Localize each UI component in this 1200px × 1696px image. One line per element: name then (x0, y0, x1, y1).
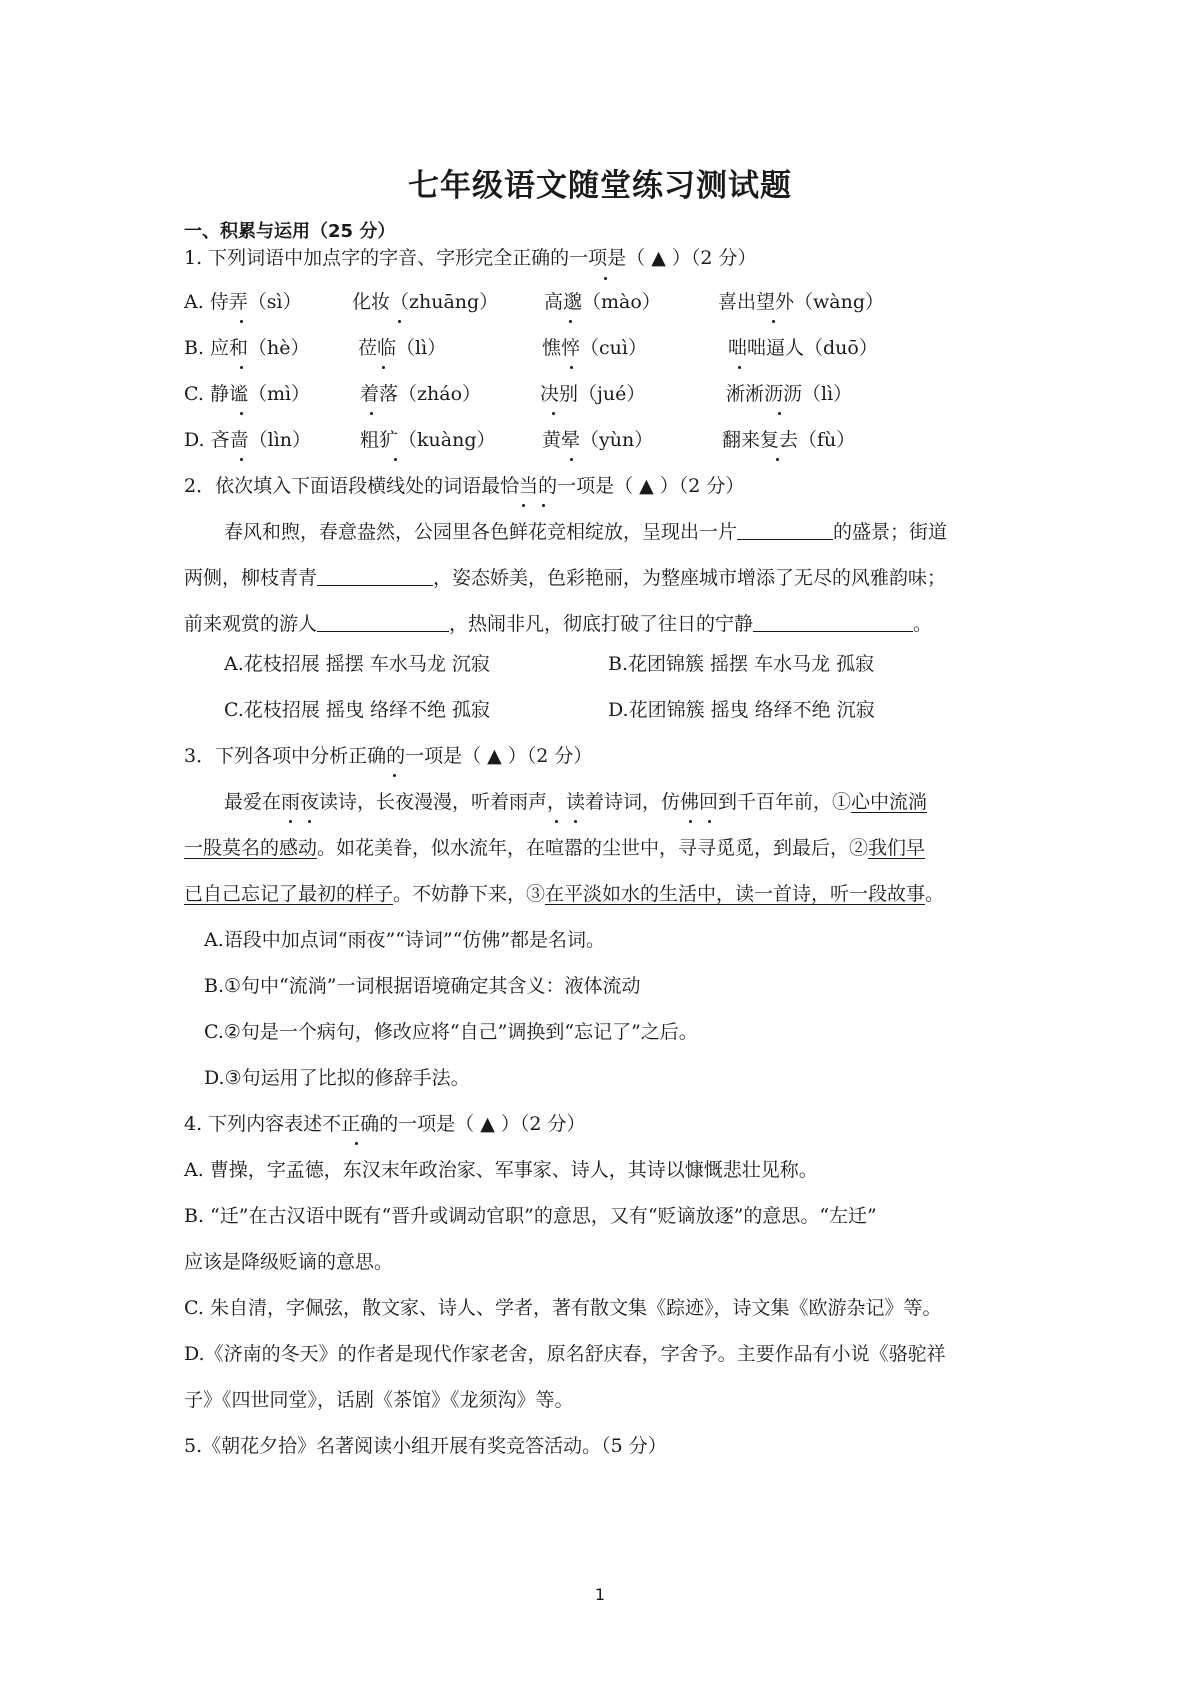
q3-passage-text: 最爱在雨夜读诗，长夜漫漫，听着雨声，读着诗词，仿佛回到千百年前，① (224, 791, 852, 813)
emphasis-dot (776, 458, 779, 461)
q3-option-a: A.语段中加点词“雨夜”“诗词”“仿佛”都是名词。 (204, 929, 606, 951)
q3-option-d: D.③句运用了比拟的修辞手法。 (204, 1067, 470, 1089)
question-5-stem: 5.《朝花夕拾》名著阅读小组开展有奖竞答活动。（5 分） (184, 1435, 667, 1457)
q1-option-d-word-4: 翻来复去（fù） (722, 429, 856, 451)
emphasis-dot (772, 320, 775, 323)
q3-underlined-sentence-2: 已自己忘记了最初的样子 (184, 883, 394, 905)
emphasis-dot (708, 820, 711, 823)
question-4-stem: 4. 下列内容表述不正确的一项是（ ▲ ）（2 分） (184, 1113, 586, 1135)
emphasis-dot (240, 412, 243, 415)
emphasis-dot (689, 820, 692, 823)
q1-option-d-word-2: 粗犷（kuàng） (360, 429, 496, 451)
q3-underlined-sentence-1: 心中流淌 (851, 791, 928, 813)
q3-option-b: B.①句中“流淌”一词根据语境确定其含义：液体流动 (204, 975, 641, 997)
emphasis-dot (738, 366, 741, 369)
emphasis-dot (398, 320, 401, 323)
q1-option-d-word-1: D. 吝啬（lìn） (184, 429, 312, 451)
fill-blank-3 (317, 611, 449, 632)
q2-passage-text: 两侧，柳枝青青 (184, 567, 318, 589)
emphasis-dot (370, 412, 373, 415)
q2-option-c: C.花枝招展 摇曳 络绎不绝 孤寂 (224, 699, 491, 721)
q1-option-b-word-3: 憔悴（cuì） (542, 337, 647, 359)
q1-option-a-word-3: 高邈（mào） (544, 291, 661, 313)
q3-passage-line-1 (224, 788, 927, 816)
emphasis-dot (570, 458, 573, 461)
q1-option-b-word-4: 咄咄逼人（duō） (728, 337, 878, 359)
emphasis-dot (552, 412, 555, 415)
q3-underlined-sentence-3: 在平淡如水的生活中，读一首诗，听一段故事 (545, 883, 926, 905)
q1-option-c-word-1: C. 静谧（mì） (184, 383, 311, 405)
q2-option-b: B.花团锦簇 摇摆 车水马龙 孤寂 (608, 653, 875, 675)
q3-passage-line-2 (184, 834, 925, 862)
q4-option-d-line-1: D.《济南的冬天》的作者是现代作家老舍，原名舒庆春，字舍予。主要作品有小说《骆驼祥 (184, 1343, 946, 1365)
question-2-stem: 2．依次填入下面语段横线处的词语最恰当的一项是（ ▲ ）（2 分） (184, 475, 745, 497)
section-heading: 一、积累与运用（25 分） (184, 221, 396, 242)
q4-option-b-line-1: B. “迁”在古汉语中既有“晋升或调动官职”的意思，又有“贬谪放逐”的意思。“左迁” (184, 1205, 877, 1227)
q3-passage-text: 。如花美眷，似水流年，在喧嚣的尘世中，寻寻觅觅，到最后，② (317, 837, 869, 859)
q4-option-d-line-2: 子》《四世同堂》，话剧《茶馆》《龙须沟》等。 (184, 1389, 574, 1411)
emphasis-dot (393, 774, 396, 777)
emphasis-dot (240, 320, 243, 323)
q3-option-c: C.②句是一个病句，修改应将“自己”调换到“忘记了”之后。 (204, 1021, 698, 1043)
q2-passage-text: 的盛景；街道 (833, 521, 948, 543)
emphasis-dot (604, 277, 607, 280)
emphasis-dot (240, 366, 243, 369)
q4-option-c: C. 朱自清，字佩弦，散文家、诗人、学者，著有散文集《踪迹》，诗文集《欧游杂记》等。 (184, 1297, 942, 1319)
emphasis-dot (308, 820, 311, 823)
q2-passage-text: 前来观赏的游人 (184, 613, 318, 635)
emphasis-dot (355, 1142, 358, 1145)
q2-passage-text: ，姿态娇美，色彩艳丽，为整座城市增添了无尽的风雅韵味； (433, 567, 947, 589)
q2-passage-line-1 (224, 518, 947, 546)
emphasis-dot (522, 504, 525, 507)
q3-underlined-sentence-2: 我们早 (868, 837, 926, 859)
emphasis-dot (555, 820, 558, 823)
q1-option-a-word-2: 化妆（zhuāng） (352, 291, 499, 313)
emphasis-dot (570, 366, 573, 369)
page-title: 七年级语文随堂练习测试题 (408, 168, 792, 204)
emphasis-dot (569, 320, 572, 323)
q3-passage-text: 。不妨静下来，③ (393, 883, 546, 905)
q2-passage-text: 。 (913, 613, 933, 635)
question-3-stem: 3．下列各项中分析正确的一项是（ ▲ ）（2 分） (184, 745, 593, 767)
emphasis-dot (289, 820, 292, 823)
q1-option-c-word-2: 着落（zháo） (360, 383, 482, 405)
q1-option-b-word-2: 莅临（lì） (358, 337, 447, 359)
q3-underlined-sentence-1: 一股莫名的感动 (184, 837, 318, 859)
fill-blank-4 (753, 611, 913, 632)
page-number: 1 (594, 1585, 606, 1604)
q2-passage-line-3 (184, 610, 932, 638)
emphasis-dot (542, 504, 545, 507)
q4-option-a: A. 曹操，字孟德，东汉末年政治家、军事家、诗人，其诗以慷慨悲壮见称。 (184, 1159, 818, 1181)
q3-passage-line-3 (184, 880, 944, 908)
q1-option-d-word-3: 黄晕（yùn） (542, 429, 654, 451)
q1-option-a-word-1: A. 侍弄（sì） (184, 291, 302, 313)
q4-option-b-line-2: 应该是降级贬谪的意思。 (184, 1251, 394, 1273)
question-1-stem: 1. 下列词语中加点字的字音、字形完全正确的一项是（ ▲ ）（2 分） (184, 247, 757, 269)
emphasis-dot (574, 820, 577, 823)
q1-option-c-word-4: 淅淅沥沥（lì） (726, 383, 853, 405)
q1-option-a-word-4: 喜出望外（wàng） (718, 291, 884, 313)
q2-passage-text: 春风和煦，春意盎然，公园里各色鲜花竞相绽放，呈现出一片 (224, 521, 738, 543)
q1-option-b-word-1: B. 应和（hè） (184, 337, 310, 359)
emphasis-dot (240, 458, 243, 461)
emphasis-dot (778, 412, 781, 415)
emphasis-dot (382, 366, 385, 369)
fill-blank-1 (737, 519, 833, 540)
emphasis-dot (394, 458, 397, 461)
fill-blank-2 (317, 565, 433, 586)
q2-option-a: A.花枝招展 摇摆 车水马龙 沉寂 (224, 653, 490, 675)
q1-option-c-word-3: 决别（jué） (540, 383, 646, 405)
q2-option-d: D.花团锦簇 摇曳 络绎不绝 沉寂 (608, 699, 875, 721)
q2-passage-text: ，热闹非凡，彻底打破了往日的宁静 (449, 613, 754, 635)
q2-passage-line-2 (184, 564, 946, 592)
q3-passage-text: 。 (925, 883, 945, 905)
